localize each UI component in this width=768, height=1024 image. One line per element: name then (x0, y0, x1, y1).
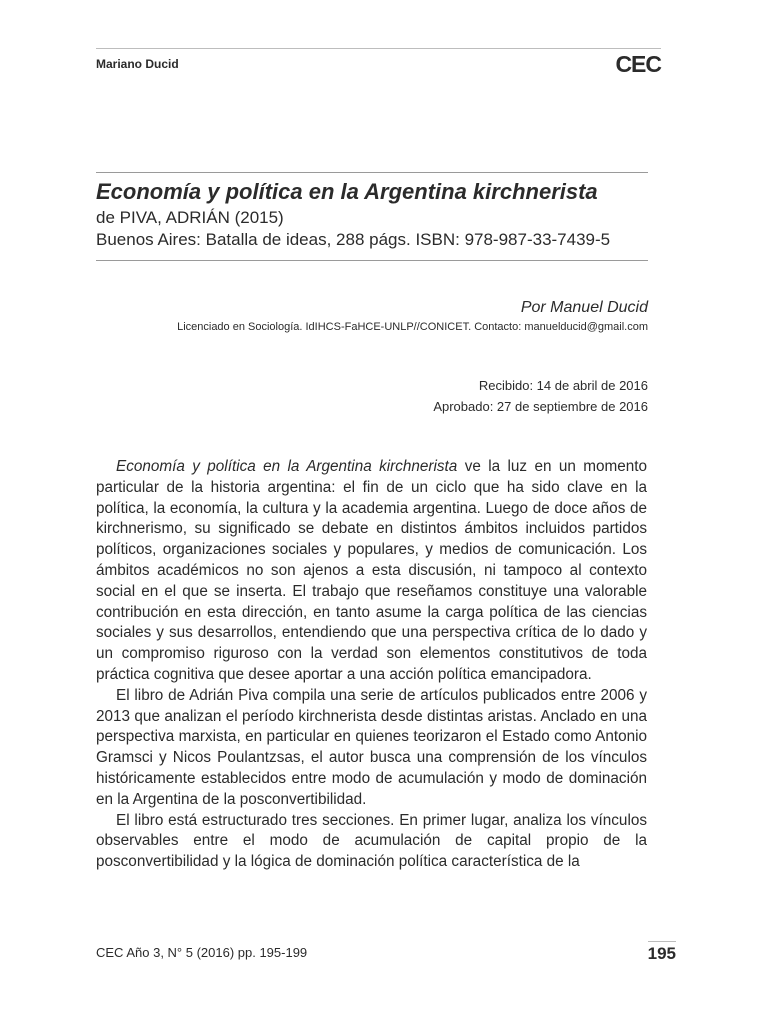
reviewer-affiliation: Licenciado en Sociología. IdIHCS-FaHCE-UNLP//CONICET. Contacto: manuelducid@gmail.com (177, 321, 648, 333)
paragraph-1-book-title: Economía y política en la Argentina kirchnerista (116, 458, 458, 475)
reviewer-name: Por Manuel Ducid (520, 299, 648, 316)
review-body (96, 457, 647, 873)
review-byline (177, 297, 648, 335)
running-header (96, 48, 661, 77)
book-reference (96, 172, 648, 261)
paragraph-3: El libro está estructurado tres secciones. En primer lugar, analiza los vínculos observables entre el modo de acumulación de capital propio de la posconvertibilidad y la lógica de dominación política característica de la (96, 811, 647, 871)
paragraph-1 (96, 457, 647, 686)
journal-logo: CEC (615, 51, 661, 77)
paragraph-2: El libro de Adrián Piva compila una serie de artículos publicados entre 2006 y 2013 que analizan el período kirchnerista desde distintas aristas. Anclado en una perspectiva marxista, en particular en quienes teorizaron el Estado como Antonio Gramsci y Nicos Poulantzsas, el autor busca una comprensión de los vínculos históricamente establecidos entre modo de acumulación y modo de dominación en la Argentina de la posconvertibilidad. (96, 686, 647, 808)
paragraph-1-text: ve la luz en un momento particular de la historia argentina: el fin de un ciclo que ha sido clave en la política, la economía, la cultura y la academia argentina. Luego de doce años de kirchnerismo, su significado se debate en distintos ámbitos incluidos partidos políticos, organizaciones sociales y populares, y medios de comunicación. Los ámbitos académicos no son ajenos a esta discusión, ni tampoco al contexto social en el que se inserta. El trabajo que reseñamos constituye una valorable contribución en esta dirección, en tanto asume la carga política de las ciencias sociales y sus desarrollos, entendiendo que una perspectiva crítica de lo dado y un compromiso riguroso con la verdad son elementos constitutivos de toda práctica cognitiva que desee aportar a una acción política emancipadora. (96, 458, 647, 683)
book-publisher-line: Buenos Aires: Batalla de ideas, 288 págs. ISBN: 978-987-33-7439-5 (96, 230, 611, 249)
submission-dates (433, 375, 648, 417)
book-author-line: de PIVA, ADRIÁN (2015) (96, 208, 284, 227)
page-number: 195 (648, 941, 676, 964)
book-title: Economía y política en la Argentina kirchnerista (96, 179, 598, 204)
footer-citation: CEC Año 3, N° 5 (2016) pp. 195-199 (96, 945, 308, 960)
received-date: Recibido: 14 de abril de 2016 (478, 378, 648, 393)
approved-date: Aprobado: 27 de septiembre de 2016 (433, 399, 648, 414)
running-header-author: Mariano Ducid (96, 57, 179, 71)
